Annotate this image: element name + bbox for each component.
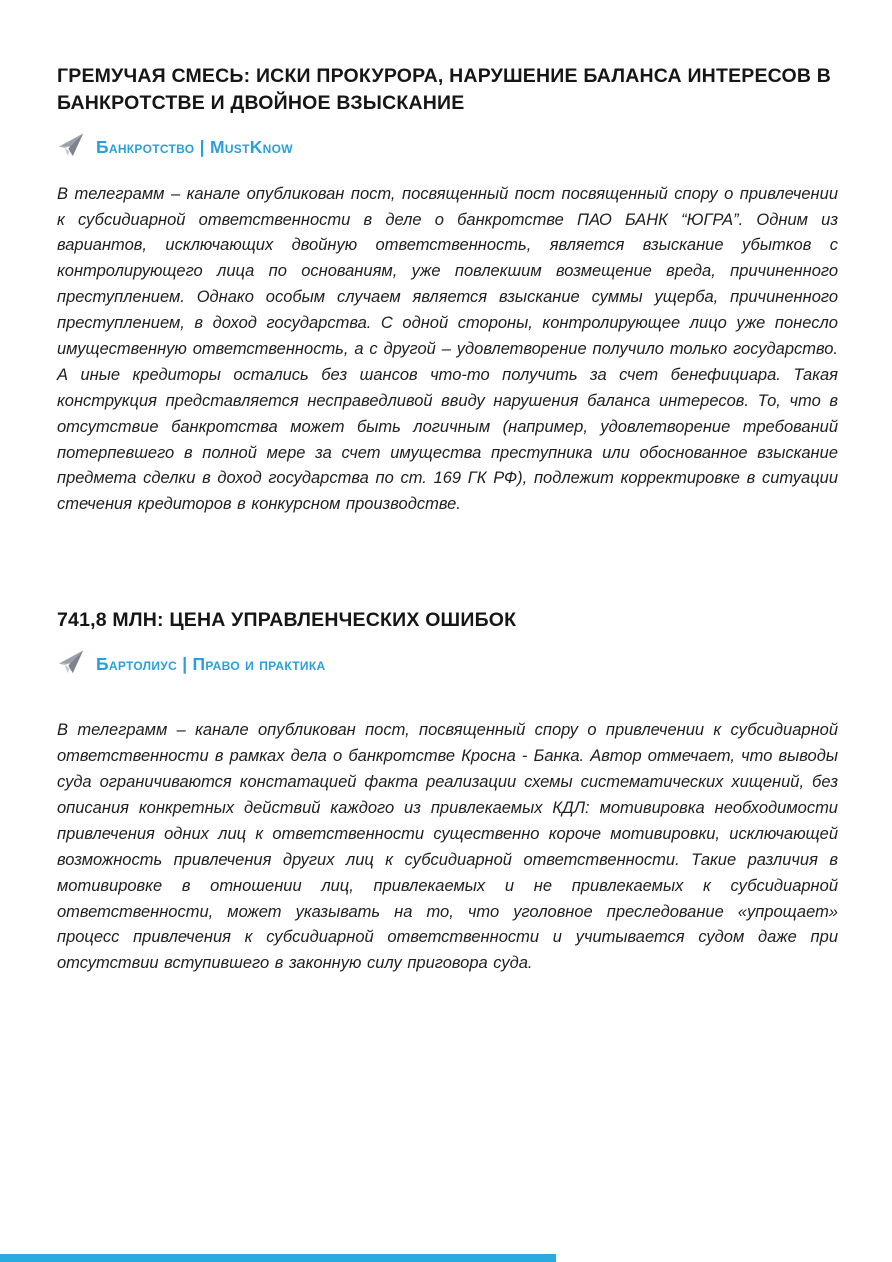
footer-accent-bar (0, 1254, 556, 1262)
article-title: 741,8 МЛН: ЦЕНА УПРАВЛЕНЧЕСКИХ ОШИБОК (57, 609, 517, 632)
source-channel-link[interactable]: Бартолиус | Право и практика (96, 653, 326, 674)
article-section (57, 594, 838, 994)
paper-plane-icon (57, 648, 85, 681)
source-row (57, 133, 838, 163)
article-title: ГРЕМУЧАЯ СМЕСЬ: ИСКИ ПРОКУРОРА, НАРУШЕНИЕ БАЛАНСА ИНТЕРЕСОВ В БАНКРОТСТВЕ И ДВОЙНОЕ ВЗЫСКАНИЕ (57, 65, 832, 115)
source-channel-link[interactable]: Банкротство | MustKnow (96, 137, 293, 158)
source-row (57, 649, 838, 679)
article-body-text: В телеграмм – канале опубликован пост, посвященный спору о привлечении к субсидиарной ответственности в рамках дела о банкротстве Кросна - Банка. Автор отмечает, что выводы суда ограничиваются констатацией факта реализации схемы систематических хищений, без описания конкретных действий каждого из привлекаемых КДЛ: мотивировка необходимости привлечения одних лиц к ответственности существенно короче мотивировки, исключающей возможность привлечения других лиц к субсидиарной ответственности. Такие различия в мотивировке в отношении лиц, привлекаемых и не привлекаемых к субсидиарной ответственности, может указывать на то, что уголовное преследование «упрощает» процесс привлечения к субсидиарной ответственности и учитывается судом даже при отсутствии вступившего в законную силу приговора суда. (57, 721, 838, 973)
article-section (57, 50, 838, 535)
paper-plane-icon (57, 131, 85, 164)
article-body-text: В телеграмм – канале опубликован пост, посвященный пост посвященный спору о привлечении к субсидиарной ответственности в деле о банкротстве ПАО БАНК “ЮГРА”. Одним из вариантов, исключающих двойную ответственность, является взыскание убытков с контролирующего лица по основаниям, уже повлекшим возмещение вреда, причиненного преступлением. Однако особым случаем является взыскание суммы ущерба, причиненного преступлением, в доход государства. С одной стороны, контролирующее лицо уже понесло имущественную ответственность, а с другой – удовлетворение получило только государство. А иные кредиторы остались без шансов что-то получить за счет бенефициара. Такая конструкция представляется несправедливой ввиду нарушения баланса интересов. То, что в отсутствие банкротства может быть логичным (например, удовлетворение требований потерпевшего в полной мере за счет имущества преступника или обоснованное взыскание предмета сделки в доход государства по ст. 169 ГК РФ), подлежит корректировке в ситуации стечения кредиторов в конкурсном производстве. (57, 184, 838, 514)
